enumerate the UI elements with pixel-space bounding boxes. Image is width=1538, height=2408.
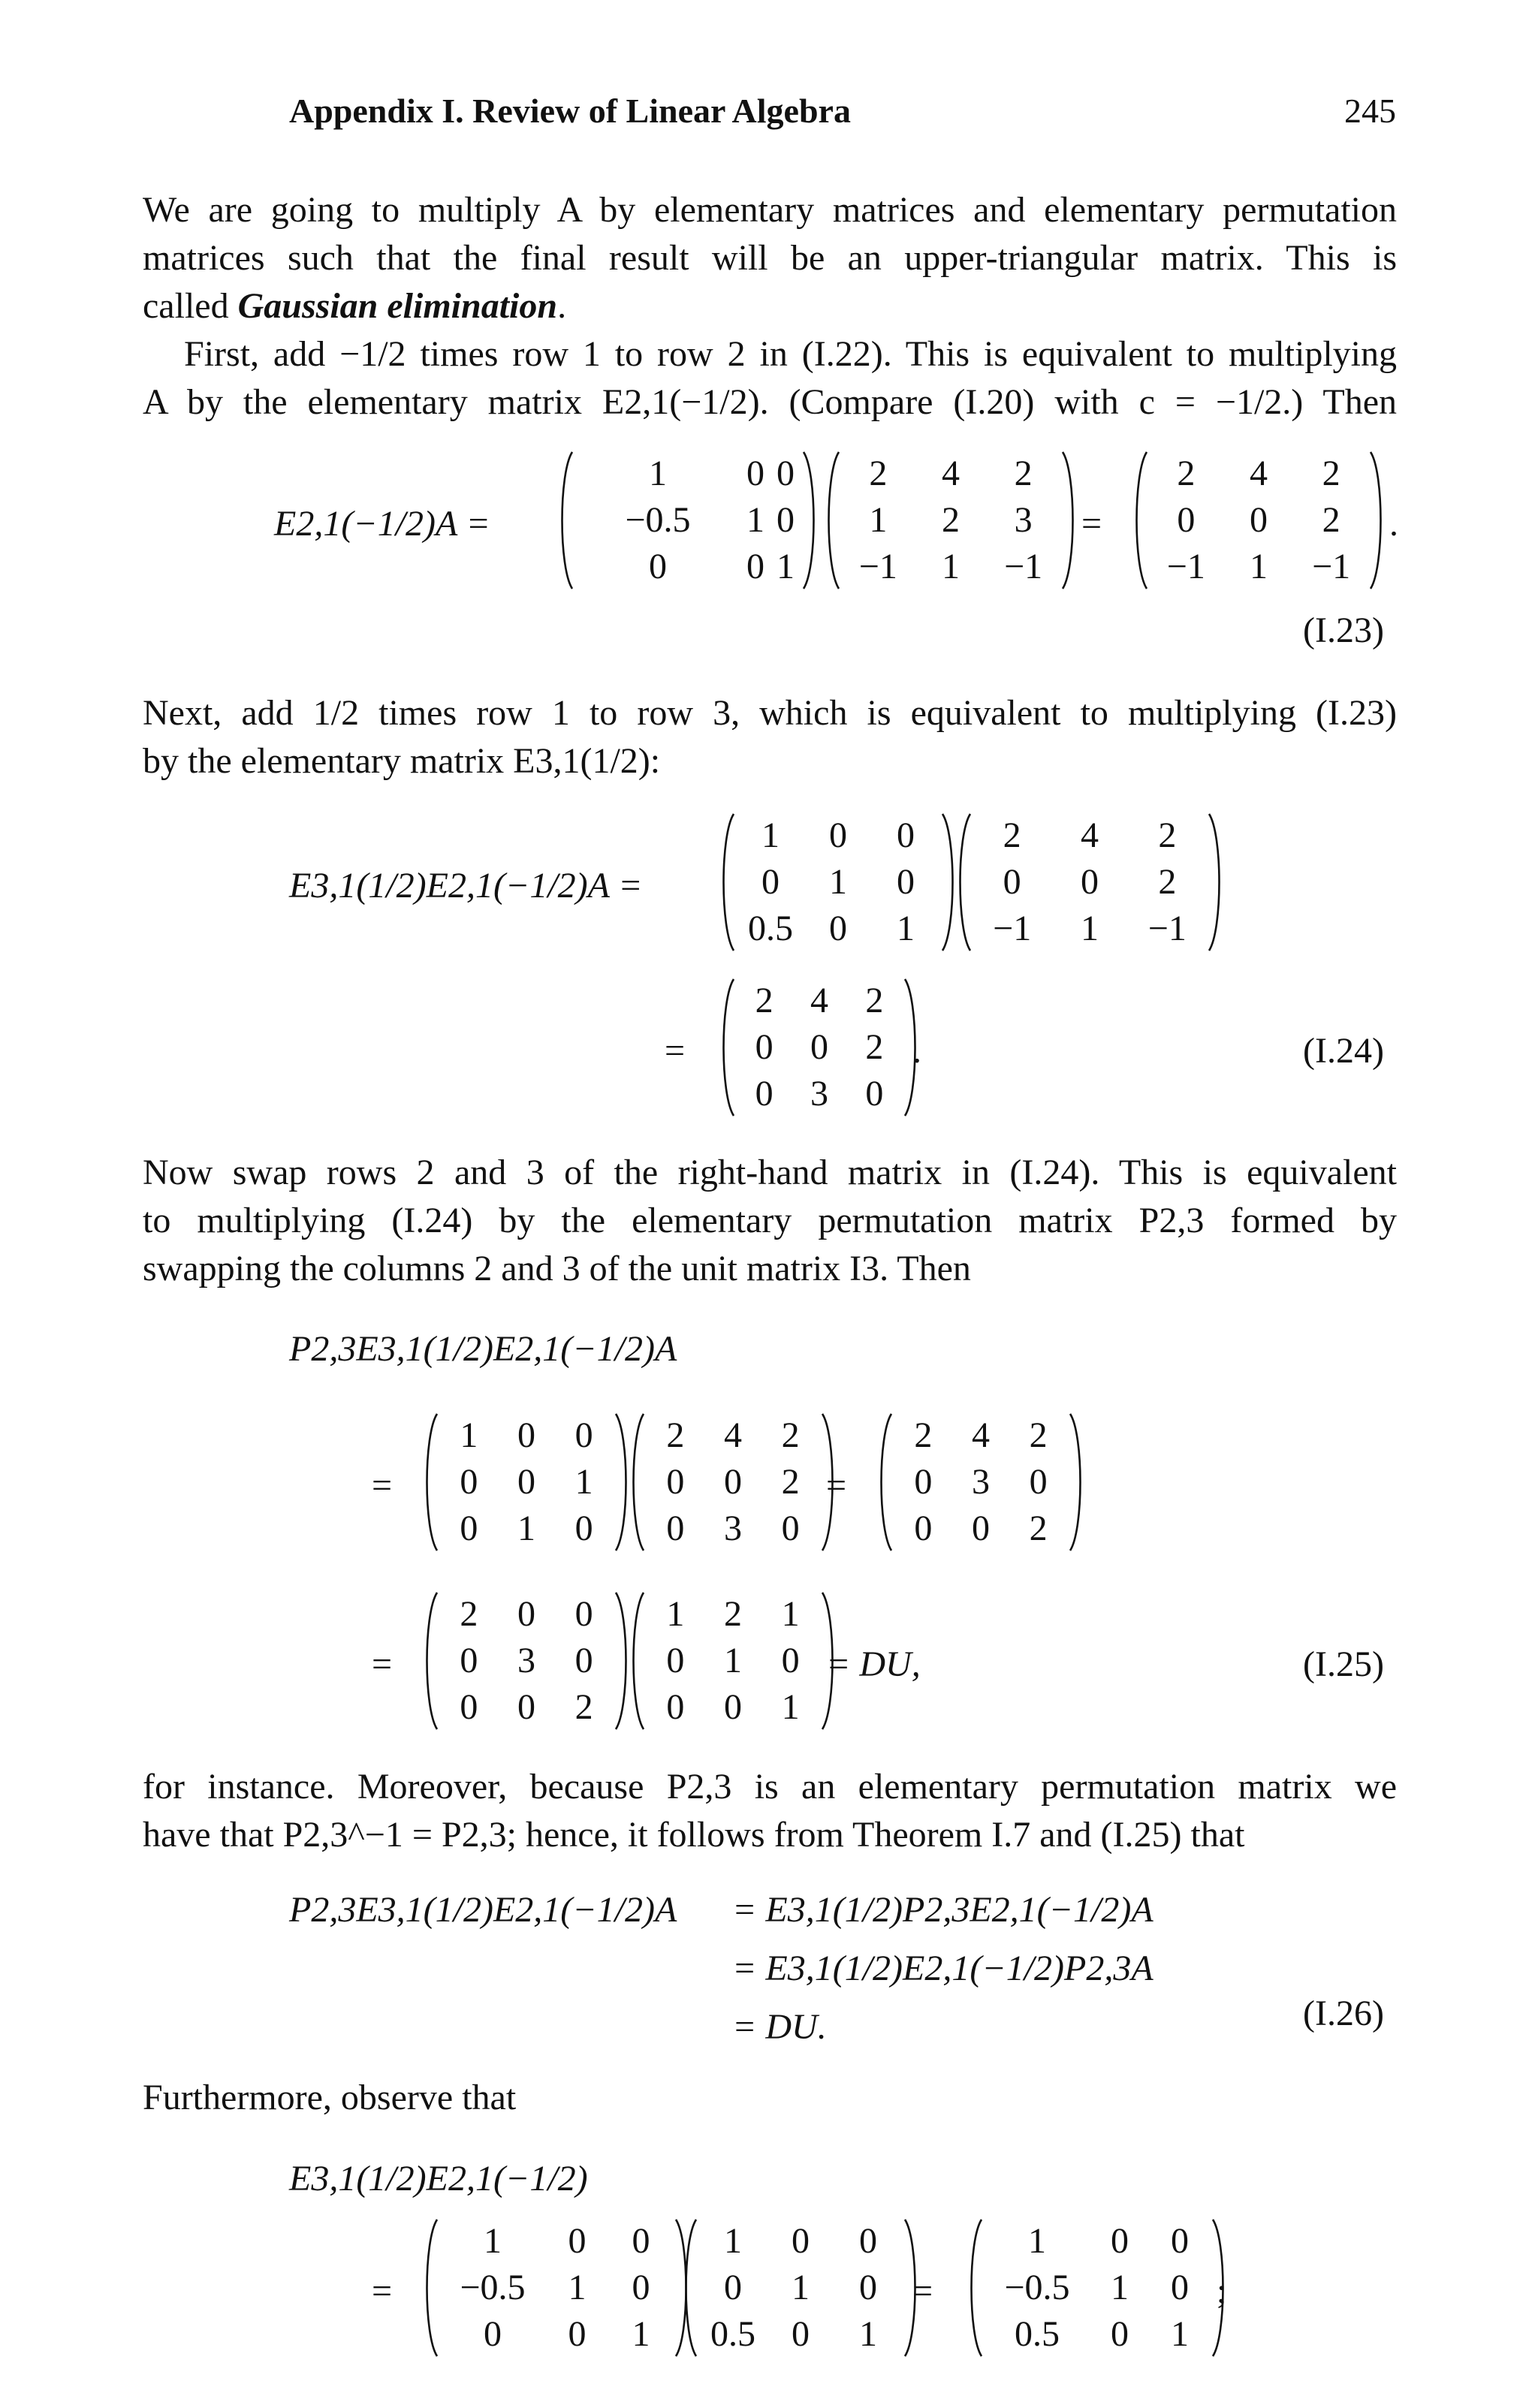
matrix-cell: 0: [897, 862, 915, 902]
matrix-cell: −1: [1166, 547, 1205, 586]
matrix-cell: 0: [755, 1027, 774, 1067]
matrix-cell: 2: [781, 1415, 800, 1455]
matrix-cell: 0: [1171, 2221, 1189, 2261]
running-header-title: Appendix I. Review of Linear Algebra: [289, 92, 851, 130]
left-parenthesis: [421, 1412, 440, 1552]
matrix-cell: 2: [574, 1687, 593, 1727]
left-parenthesis: [954, 812, 973, 952]
left-parenthesis: [965, 2218, 985, 2358]
matrix-cell: 2: [1322, 500, 1340, 540]
matrix-cell: 0: [971, 1508, 990, 1548]
matrix-cell: 0: [777, 500, 795, 540]
left-parenthesis: [680, 2218, 699, 2358]
text-line: have that P2,3^−1 = P2,3; hence, it follows from Theorem I.7 and (I.25) that: [143, 1815, 1245, 1855]
equation-punctuation: .: [912, 1031, 921, 1071]
matrix-cell: 1: [859, 2314, 877, 2354]
matrix-cell: 0: [761, 862, 780, 902]
matrix-cell: 1: [761, 815, 780, 855]
matrix-cell: 1: [781, 1687, 800, 1727]
matrix-cell: 0.5: [1015, 2314, 1060, 2354]
matrix-cell: 0: [1111, 2314, 1129, 2354]
matrix-cell: 2: [1014, 454, 1033, 493]
matrix: [717, 812, 959, 952]
matrix-cell: 1: [632, 2314, 650, 2354]
right-parenthesis: [1206, 812, 1226, 952]
matrix-cell: 0: [1003, 862, 1021, 902]
left-parenthesis: [556, 451, 575, 590]
matrix-cell: 4: [1249, 454, 1268, 493]
right-parenthesis: [1060, 451, 1079, 590]
equation-number: (I.25): [1303, 1644, 1384, 1684]
left-parenthesis: [421, 2218, 440, 2358]
matrix-cell: 0: [829, 909, 847, 948]
matrix-cell: −1: [1147, 909, 1187, 948]
matrix-cell: 0: [460, 1508, 478, 1548]
matrix-cell: 0: [1080, 862, 1099, 902]
matrix-cell: 0: [914, 1508, 933, 1548]
matrix-cell: 1: [777, 547, 795, 586]
matrix-cell: 2: [865, 981, 884, 1020]
matrix-cell: 0: [632, 2268, 650, 2307]
equals-sign: =: [826, 1466, 847, 1505]
matrix-cell: 2: [865, 1027, 884, 1067]
equals-sign: =: [372, 1466, 393, 1505]
matrix-cell: 0: [666, 1641, 685, 1680]
matrix-cell: 0: [914, 1462, 933, 1502]
right-parenthesis: [801, 451, 820, 590]
equals-sign: =: [372, 2271, 393, 2311]
matrix-cell: 0: [574, 1508, 593, 1548]
matrix: [627, 1591, 839, 1731]
matrix: [556, 451, 820, 590]
matrix-cell: 1: [723, 1641, 742, 1680]
matrix-cell: 4: [971, 1415, 990, 1455]
matrix-cell: 0: [865, 1074, 884, 1114]
matrix: [954, 812, 1226, 952]
matrix-cell: 0: [517, 1594, 535, 1634]
matrix-cell: 0: [777, 454, 795, 493]
matrix-cell: 1: [1171, 2314, 1189, 2354]
matrix-cell: 1: [574, 1462, 593, 1502]
matrix-cell: 0: [666, 1687, 685, 1727]
equation-rhs-line: = E3,1(1/2)P2,3E2,1(−1/2)A: [732, 1890, 1154, 1930]
matrix: [717, 978, 921, 1117]
matrix-cell: 0.5: [710, 2314, 755, 2354]
matrix-cell: 0: [810, 1027, 828, 1067]
equation-rhs-line: = DU.: [732, 2007, 827, 2047]
text-line: for instance. Moreover, because P2,3 is an elementary permutation matrix we: [143, 1767, 1397, 1807]
matrix-cell: 3: [723, 1508, 742, 1548]
matrix-cell: 1: [1028, 2221, 1046, 2261]
matrix-cell: 2: [869, 454, 888, 493]
matrix-cell: 0: [574, 1594, 593, 1634]
matrix-cell: −1: [858, 547, 897, 586]
matrix-cell: 1: [829, 862, 847, 902]
matrix-cell: 1: [897, 909, 915, 948]
left-parenthesis: [1130, 451, 1150, 590]
matrix-cell: 0: [746, 454, 764, 493]
equation-lhs: P2,3E3,1(1/2)E2,1(−1/2)A: [289, 1329, 677, 1369]
matrix-cell: 2: [1158, 815, 1177, 855]
paragraph-step-three: [143, 1149, 1397, 1293]
matrix-cell: 2: [1177, 454, 1196, 493]
matrix-cell: 1: [1249, 547, 1268, 586]
matrix-cell: 0: [723, 1687, 742, 1727]
matrix-cell: 0: [792, 2314, 810, 2354]
text-line: [143, 282, 1397, 330]
left-parenthesis: [717, 812, 737, 952]
matrix: [1130, 451, 1387, 590]
text-line: matrices such that the final result will be an upper-triangular matrix. This is: [143, 238, 1397, 278]
matrix: [627, 1412, 839, 1552]
right-parenthesis: [1067, 1412, 1087, 1552]
equation-lhs: E3,1(1/2)E2,1(−1/2)A =: [289, 866, 643, 906]
text-line: Now swap rows 2 and 3 of the right-hand matrix in (I.24). This is equivalent: [143, 1153, 1397, 1192]
matrix-cell: 0: [574, 1415, 593, 1455]
matrix-cell: 0: [666, 1462, 685, 1502]
matrix-cell: −0.5: [625, 500, 691, 540]
matrix-cell: 3: [517, 1641, 535, 1680]
matrix: [680, 2218, 921, 2358]
equation-number: (I.26): [1303, 1994, 1384, 2033]
matrix-cell: 0: [781, 1641, 800, 1680]
left-parenthesis: [627, 1591, 647, 1731]
paragraph-intro: [143, 186, 1397, 330]
matrix-cell: 0: [574, 1641, 593, 1680]
text-line: Next, add 1/2 times row 1 to row 3, which is equivalent to multiplying (I.23): [143, 693, 1397, 733]
equation-punctuation: .: [1389, 504, 1398, 544]
text-fragment: called: [143, 286, 238, 326]
text-line: First, add −1/2 times row 1 to row 2 in (I.22). This is equivalent to multiplying: [184, 334, 1397, 374]
matrix: [875, 1412, 1087, 1552]
equation-punctuation: ;: [1217, 2271, 1227, 2311]
matrix-cell: 0: [1177, 500, 1196, 540]
matrix-cell: 0: [723, 1462, 742, 1502]
text-line: by the elementary matrix E3,1(1/2):: [143, 741, 661, 781]
matrix-cell: −0.5: [1004, 2268, 1070, 2307]
matrix-cell: 3: [810, 1074, 828, 1114]
matrix-cell: 0: [517, 1462, 535, 1502]
equation-number: (I.23): [1303, 610, 1384, 650]
text-line: Furthermore, observe that: [143, 2078, 517, 2117]
text-line: to multiplying (I.24) by the elementary permutation matrix P2,3 formed by: [143, 1201, 1397, 1240]
matrix-cell: 2: [1029, 1508, 1048, 1548]
equals-sign: =: [1081, 504, 1102, 544]
matrix-cell: 0: [792, 2221, 810, 2261]
matrix-cell: 0: [859, 2268, 877, 2307]
left-parenthesis: [822, 451, 842, 590]
matrix-cell: 0.5: [748, 909, 793, 948]
equation-lhs: E3,1(1/2)E2,1(−1/2): [289, 2159, 588, 2199]
matrix-cell: 2: [460, 1594, 478, 1634]
text-line: swapping the columns 2 and 3 of the unit matrix I3. Then: [143, 1249, 971, 1288]
matrix-cell: 1: [517, 1508, 535, 1548]
matrix-cell: 4: [723, 1415, 742, 1455]
matrix-cell: 2: [1003, 815, 1021, 855]
matrix-cell: 4: [810, 981, 828, 1020]
left-parenthesis: [875, 1412, 894, 1552]
text-line: We are going to multiply A by elementary matrices and elementary permutation: [143, 190, 1397, 230]
equals-sign: =: [372, 1644, 393, 1684]
equation-number: (I.24): [1303, 1031, 1384, 1071]
emphasis-term: Gaussian elimination: [237, 286, 558, 326]
text-line: A by the elementary matrix E2,1(−1/2). (Compare (I.20) with c = −1/2.) Then: [143, 382, 1397, 422]
matrix-cell: 1: [568, 2268, 587, 2307]
matrix-cell: 1: [484, 2221, 502, 2261]
matrix-cell: 0: [460, 1641, 478, 1680]
matrix-cell: 3: [1014, 500, 1033, 540]
matrix-cell: 0: [517, 1415, 535, 1455]
equation-rhs-line: = E3,1(1/2)E2,1(−1/2)P2,3A: [732, 1948, 1154, 1988]
matrix-cell: 0: [781, 1508, 800, 1548]
matrix-cell: 0: [1111, 2221, 1129, 2261]
matrix-cell: 0: [568, 2314, 587, 2354]
matrix-cell: 1: [746, 500, 764, 540]
matrix-cell: 0: [649, 547, 667, 586]
right-parenthesis: [1368, 451, 1387, 590]
matrix-cell: 1: [941, 547, 960, 586]
equation-rhs: = DU,: [826, 1644, 921, 1684]
paragraph-furthermore: [143, 2074, 1397, 2122]
paragraph-step-one: [143, 330, 1397, 426]
matrix-cell: 2: [755, 981, 774, 1020]
matrix-cell: 0: [724, 2268, 742, 2307]
matrix-cell: 1: [792, 2268, 810, 2307]
matrix-cell: 1: [724, 2221, 742, 2261]
matrix-cell: 2: [1322, 454, 1340, 493]
matrix-cell: 0: [568, 2221, 587, 2261]
matrix-cell: 2: [1029, 1415, 1048, 1455]
matrix-cell: −0.5: [460, 2268, 526, 2307]
matrix-cell: 0: [666, 1508, 685, 1548]
matrix-cell: 4: [1080, 815, 1099, 855]
paragraph-step-two: [143, 689, 1397, 785]
equation-lhs: P2,3E3,1(1/2)E2,1(−1/2)A: [289, 1890, 677, 1930]
matrix-cell: 0: [859, 2221, 877, 2261]
matrix-cell: −1: [993, 909, 1032, 948]
left-parenthesis: [627, 1412, 647, 1552]
matrix-cell: 3: [971, 1462, 990, 1502]
matrix: [421, 1412, 632, 1552]
equals-sign: =: [912, 2271, 933, 2311]
matrix-cell: 0: [897, 815, 915, 855]
equation-lhs: E2,1(−1/2)A =: [274, 504, 490, 544]
matrix-cell: 1: [781, 1594, 800, 1634]
matrix: [421, 2218, 692, 2358]
left-parenthesis: [421, 1591, 440, 1731]
matrix-cell: 1: [666, 1594, 685, 1634]
matrix-cell: 4: [941, 454, 960, 493]
matrix-cell: 0: [517, 1687, 535, 1727]
matrix-cell: 2: [723, 1594, 742, 1634]
paragraph-permutation-inverse: [143, 1763, 1397, 1859]
matrix-cell: 0: [829, 815, 847, 855]
matrix-cell: 0: [460, 1687, 478, 1727]
matrix-cell: 0: [632, 2221, 650, 2261]
left-parenthesis: [717, 978, 737, 1117]
matrix-cell: 1: [869, 500, 888, 540]
matrix: [822, 451, 1079, 590]
page-number: 245: [1344, 92, 1396, 130]
matrix: [421, 1591, 632, 1731]
matrix-cell: 1: [1111, 2268, 1129, 2307]
matrix-cell: −1: [1312, 547, 1351, 586]
matrix-cell: 1: [460, 1415, 478, 1455]
matrix-cell: 0: [755, 1074, 774, 1114]
matrix-cell: 1: [649, 454, 667, 493]
matrix-cell: 2: [914, 1415, 933, 1455]
equals-sign: =: [665, 1031, 686, 1071]
matrix-cell: 0: [1249, 500, 1268, 540]
matrix-cell: −1: [1004, 547, 1043, 586]
matrix-cell: 0: [746, 547, 764, 586]
matrix-cell: 2: [781, 1462, 800, 1502]
text-fragment: .: [557, 286, 567, 326]
matrix: [965, 2218, 1229, 2358]
matrix-cell: 1: [1080, 909, 1099, 948]
matrix-cell: 2: [1158, 862, 1177, 902]
matrix-cell: 0: [460, 1462, 478, 1502]
matrix-cell: 0: [484, 2314, 502, 2354]
matrix-cell: 0: [1171, 2268, 1189, 2307]
matrix-cell: 2: [941, 500, 960, 540]
matrix-cell: 0: [1029, 1462, 1048, 1502]
matrix-cell: 2: [666, 1415, 685, 1455]
